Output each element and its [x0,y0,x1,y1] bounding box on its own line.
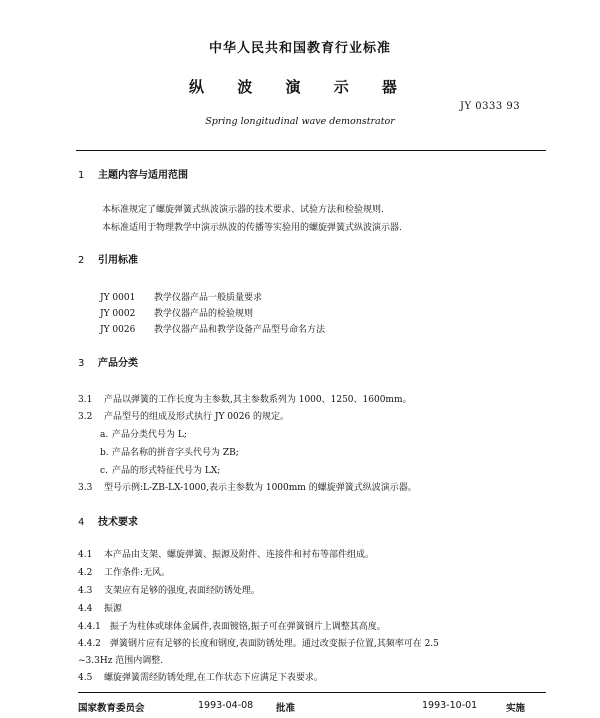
document-title: 纵 波 演 示 器 [189,78,411,96]
clause-text: 弹簧钢片应有足够的长度和钢度,表面防锈处理。通过改变振子位置,其频率可在 2.5 [110,639,439,649]
clause-text: 产品型号的组成及形式执行 JY 0026 的规定。 [104,412,290,422]
section-number: 2 [78,255,85,266]
section-number: 1 [78,170,85,181]
section-1-heading [78,166,188,181]
standard-number: JY 0333 93 [460,101,521,112]
clause-number: c. [100,466,108,476]
clause-text: 支架应有足够的强度,表面经防锈处理。 [104,586,260,596]
clause-text: 产品的形式特征代号为 LX; [112,466,221,476]
effective-label: 实施 [506,703,526,714]
clause-number: 4.1 [78,550,93,560]
header-rule [76,150,546,151]
reference-text: 教学仪器产品和教学设备产品型号命名方法 [154,325,326,335]
section-4-heading [78,513,138,528]
section-title: 产品分类 [98,358,138,369]
section-2-heading [78,251,138,266]
clause-number: 4.3 [78,586,93,596]
clause-text: 产品以弹簧的工作长度为主参数,其主参数系列为 1000、1250、1600mm。 [104,395,412,405]
clause-number: 4.2 [78,568,93,578]
clause-text: 工作条件:无风。 [104,568,171,578]
clause-4-5 [78,670,323,683]
approval-label: 批准 [276,703,296,714]
clause-4-4 [78,601,122,614]
section-title: 技术要求 [98,517,138,528]
clause-text: 产品名称的拼音字头代号为 ZB; [112,448,239,458]
reference-item [100,306,253,319]
section-1-paragraph-1: 本标准规定了螺旋弹簧式纵波演示器的技术要求、试验方法和检验规则. [102,205,384,215]
clause-text: 型号示例:L-ZB-LX-1000,表示主参数为 1000mm 的螺旋弹簧式纵波演示器。 [104,483,417,493]
clause-4-4-2 [78,636,439,649]
clause-text: 振源 [104,604,123,614]
clause-text: 振子为柱体或球体金属件,表面镀铬,振子可在弹簧钢片上调整其高度。 [110,622,386,632]
clause-number: 3.1 [78,395,93,405]
reference-text: 教学仪器产品的检验规则 [154,309,254,319]
section-3-heading [78,354,138,369]
reference-code: JY 0001 [100,293,136,303]
clause-3-2-a [100,427,187,440]
section-number: 4 [78,517,85,528]
clause-text: ~3.3Hz 范围内调整. [78,656,164,666]
clause-number: 3.3 [78,483,93,493]
english-title: Spring longitudinal wave demonstrator [205,116,395,127]
clause-4-4-2-continued [78,653,163,666]
section-title: 主题内容与适用范围 [98,170,188,181]
clause-text: 螺旋弹簧需经防锈处理,在工作状态下应满足下表要求。 [104,673,323,683]
footer-rule [78,692,546,693]
section-1-paragraph-2: 本标准适用于物理教学中演示纵波的传播等实验用的螺旋弹簧式纵波演示器. [102,223,402,233]
section-title: 引用标准 [98,255,138,266]
clause-text: 本产品由支架、螺旋弹簧、振源及附件、连接件和衬布等部件组成。 [104,550,375,560]
reference-text: 教学仪器产品一般质量要求 [154,293,263,303]
clause-4-4-1 [78,619,386,632]
clause-number: 3.2 [78,412,93,422]
clause-4-3 [78,583,260,596]
reference-item [100,290,262,303]
issuer: 国家教育委员会 [78,703,145,714]
clause-3-1 [78,392,412,405]
clause-number: 4.4.2 [78,639,101,649]
standard-category: 中华人民共和国教育行业标准 [208,41,391,56]
effective-date: 1993-10-01 [422,700,478,711]
reference-code: JY 0002 [100,309,136,319]
clause-number: 4.4 [78,604,93,614]
section-number: 3 [78,358,85,369]
clause-number: 4.5 [78,673,93,683]
clause-number: 4.4.1 [78,622,101,632]
clause-3-2 [78,409,289,422]
clause-3-2-c [100,463,220,476]
clause-4-2 [78,565,170,578]
clause-number: b. [100,448,109,458]
reference-item [100,322,325,335]
clause-number: a. [100,430,109,440]
reference-code: JY 0026 [100,325,136,335]
approval-date: 1993-04-08 [198,700,254,711]
clause-3-2-b [100,445,239,458]
clause-4-1 [78,547,374,560]
clause-3-3 [78,480,417,493]
clause-text: 产品分类代号为 L; [112,430,187,440]
